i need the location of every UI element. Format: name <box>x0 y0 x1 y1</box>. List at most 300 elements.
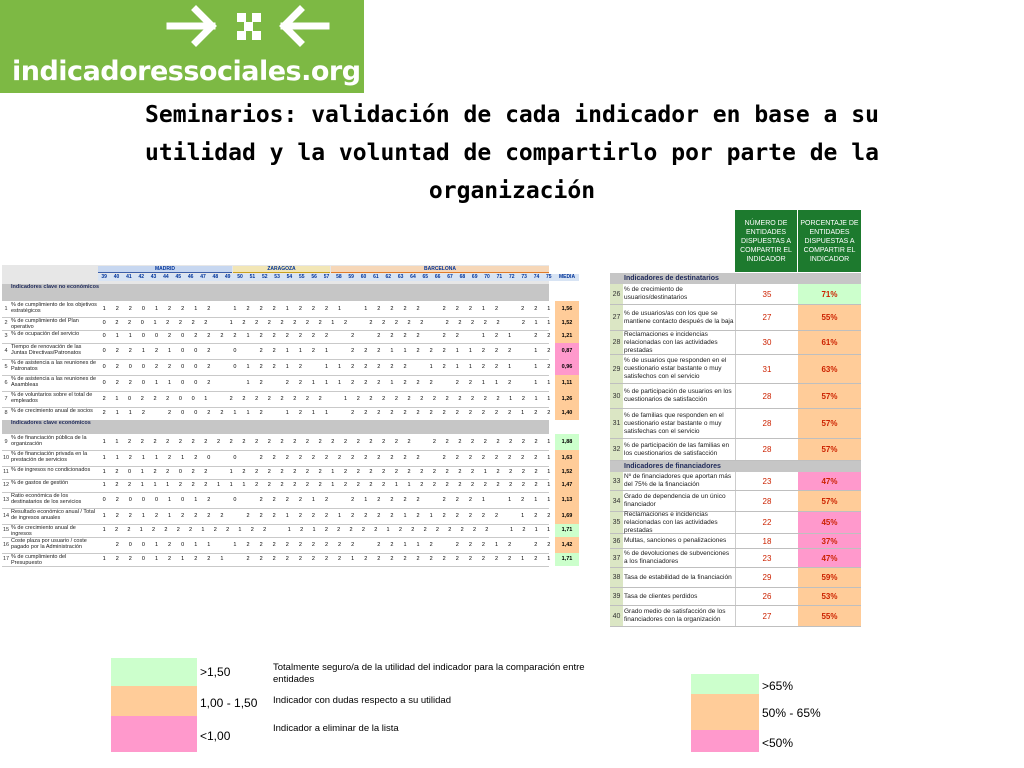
cell-value: 2 <box>194 513 198 519</box>
legend-left-desc-mid: Indicador con dudas respecto a su utilidad <box>273 695 451 706</box>
cell-value: 2 <box>356 396 360 402</box>
logo <box>0 0 364 93</box>
cell-value: 2 <box>416 333 420 339</box>
legend-left-swatch-high <box>111 658 197 686</box>
cell-value: 1 <box>102 482 106 488</box>
cell-value: 2 <box>168 306 172 312</box>
cell-value <box>216 343 228 359</box>
cell-value: 2 <box>272 348 276 354</box>
cell-value: 2 <box>455 455 459 461</box>
cell-value: 2 <box>324 513 329 519</box>
cell-value: 2 <box>154 513 159 519</box>
cell-value: 2 <box>263 527 267 533</box>
cell-value: 1 <box>229 320 233 326</box>
cell-value: 1 <box>312 527 316 533</box>
row-values <box>98 407 555 420</box>
row-average: 0,87 <box>555 343 579 359</box>
cell-value: 2 <box>521 469 525 475</box>
cell-value: 2 <box>455 556 459 562</box>
cell-value: 2 <box>374 527 378 533</box>
table-row <box>2 508 573 525</box>
column-header: 59 <box>345 274 357 281</box>
cell-value: 2 <box>255 396 259 402</box>
cell-value: 2 <box>522 527 526 533</box>
cell-value: 1 <box>534 380 538 386</box>
cell-value <box>307 359 319 375</box>
table-row <box>610 284 861 305</box>
cell-value: 0 <box>191 396 195 402</box>
cell-value <box>505 317 517 330</box>
cell-value: 0 <box>141 364 145 370</box>
cell-value: 2 <box>521 497 525 503</box>
cell-value: 1 <box>220 556 224 562</box>
cell-value: 2 <box>534 455 538 461</box>
cell-value: 0 <box>102 320 106 326</box>
cell-value: 2 <box>272 333 276 339</box>
cell-value: 2 <box>445 482 449 488</box>
cell-value: 2 <box>168 542 172 548</box>
cell-value: 1 <box>508 497 512 503</box>
cell-value: 1 <box>547 497 551 503</box>
cell-value: 0 <box>181 380 185 386</box>
cell-value: 2 <box>508 410 512 416</box>
row-count: 28 <box>735 491 798 511</box>
cell-value: 2 <box>547 364 551 370</box>
cell-value: 1 <box>338 364 342 370</box>
cell-value: 2 <box>178 439 182 445</box>
cell-value: 1 <box>547 306 551 312</box>
cell-value: 2 <box>429 348 433 354</box>
row-percent: 71% <box>798 284 861 304</box>
cell-value: 2 <box>394 469 398 475</box>
row-count: 28 <box>735 384 798 408</box>
cell-value: 2 <box>496 396 500 402</box>
cell-value: 2 <box>324 455 329 461</box>
cell-value: 2 <box>364 455 368 461</box>
cell-value: 1 <box>102 513 106 519</box>
cell-value: 2 <box>361 527 365 533</box>
cell-value: 1 <box>481 380 485 386</box>
cell-value: 2 <box>382 396 386 402</box>
cell-value: 2 <box>298 410 302 416</box>
row-count: 28 <box>735 439 798 460</box>
cell-value: 2 <box>377 380 381 386</box>
row-values <box>98 508 555 524</box>
cell-value: 2 <box>305 469 309 475</box>
cell-value: 1 <box>102 306 106 312</box>
row-average: 1,71 <box>555 524 579 537</box>
cell-value <box>242 343 254 359</box>
cell-value: 2 <box>481 410 485 416</box>
cell-value: 2 <box>455 380 459 386</box>
cell-value: 2 <box>153 439 157 445</box>
cell-value: 2 <box>377 497 381 503</box>
legend-left-swatch-mid <box>111 686 197 716</box>
row-indicator-name: Tasa de estabilidad de la financiación <box>624 573 732 581</box>
cell-value: 2 <box>311 306 315 312</box>
cell-value: 2 <box>168 364 172 370</box>
cell-value: 2 <box>293 469 297 475</box>
cell-value: 2 <box>351 513 355 519</box>
row-average: 1,52 <box>555 317 579 330</box>
cell-value: 1 <box>547 455 551 461</box>
cell-value: 2 <box>305 482 309 488</box>
cell-value: 2 <box>324 542 329 548</box>
cell-value <box>360 537 372 553</box>
row-count: 35 <box>735 284 798 304</box>
column-header: 75 <box>543 274 555 281</box>
cell-value: 2 <box>189 527 193 533</box>
cell-value: 2 <box>305 439 309 445</box>
cell-value: 1 <box>468 364 472 370</box>
left-section-header: Indicadores clave económicos <box>2 420 549 434</box>
cell-value: 2 <box>468 497 472 503</box>
cell-value: 2 <box>280 396 284 402</box>
row-average: 1,13 <box>555 492 579 508</box>
cell-value: 1 <box>233 542 237 548</box>
cell-value <box>150 407 162 420</box>
cell-value: 2 <box>226 527 230 533</box>
cell-value: 2 <box>468 380 472 386</box>
cell-value: 2 <box>390 513 394 519</box>
cell-value: 1 <box>153 482 157 488</box>
cell-value: 1 <box>287 527 291 533</box>
cell-value: 2 <box>191 439 195 445</box>
cell-value: 1 <box>521 410 525 416</box>
cell-value: 2 <box>483 439 487 445</box>
cell-value: 2 <box>403 306 407 312</box>
row-percent: 57% <box>798 384 861 408</box>
row-number: 10 <box>2 455 10 461</box>
cell-value: 2 <box>356 482 360 488</box>
table-row <box>610 512 861 534</box>
cell-value: 0 <box>141 497 145 503</box>
cell-value: 2 <box>420 482 424 488</box>
cell-value: 2 <box>280 469 284 475</box>
row-average: 0,96 <box>555 359 579 375</box>
cell-value: 2 <box>298 513 302 519</box>
column-header: 70 <box>481 274 493 281</box>
cell-value: 2 <box>521 482 525 488</box>
row-indicator-name: % de usuarios/as con los que se mantiene contacto después de la baja <box>624 309 734 325</box>
cell-value: 2 <box>166 320 170 326</box>
cell-value <box>517 375 529 391</box>
cell-value: 2 <box>349 527 353 533</box>
row-count: 26 <box>735 588 798 605</box>
row-average: 1,71 <box>555 553 579 566</box>
cell-value: 2 <box>344 469 348 475</box>
table-row <box>610 568 861 588</box>
cell-value: 1 <box>390 380 394 386</box>
cell-value: 2 <box>390 410 394 416</box>
cell-value: 2 <box>140 396 144 402</box>
cell-value <box>517 359 529 375</box>
legend-left-label-low: <1,00 <box>200 729 231 743</box>
cell-value: 2 <box>181 513 185 519</box>
table-row <box>2 434 573 451</box>
cell-value: 2 <box>445 396 449 402</box>
cell-value: 2 <box>481 455 485 461</box>
cell-value: 2 <box>338 556 342 562</box>
row-percent: 53% <box>798 588 861 605</box>
cell-value <box>216 301 228 317</box>
cell-value: 2 <box>455 306 459 312</box>
row-indicator-name: Nº de financiadores que aportan más del 75% de la financiación <box>624 473 732 488</box>
cell-value: 2 <box>521 396 525 402</box>
cell-value: 2 <box>420 469 424 475</box>
cell-value: 2 <box>280 482 284 488</box>
cell-value: 2 <box>534 306 538 312</box>
legend-left-swatch-low <box>111 716 197 752</box>
cell-value: 2 <box>255 439 259 445</box>
cell-value: 2 <box>369 469 373 475</box>
row-values <box>98 492 555 508</box>
cell-value: 2 <box>204 482 208 488</box>
legend-left-desc-high: Totalmente seguro/a de la utilidad del indicador para la comparación entre entidades <box>273 662 585 685</box>
cell-value: 2 <box>377 306 381 312</box>
cell-value: 2 <box>191 482 195 488</box>
cell-value: 2 <box>468 306 472 312</box>
cell-value: 1 <box>207 542 211 548</box>
cell-value: 2 <box>207 497 211 503</box>
cell-value: 0 <box>194 410 198 416</box>
legend-left-label-high: >1,50 <box>200 665 231 679</box>
table-row <box>2 343 573 360</box>
cell-value <box>517 343 529 359</box>
cell-value: 2 <box>483 396 487 402</box>
column-header: 46 <box>184 274 196 281</box>
cell-value: 2 <box>298 542 302 548</box>
city-header-madrid: MADRID <box>98 266 232 273</box>
cell-value: 1 <box>181 455 185 461</box>
cell-value: 1 <box>534 497 538 503</box>
cell-value: 2 <box>233 333 237 339</box>
cell-value: 2 <box>259 380 263 386</box>
cell-value: 2 <box>344 320 348 326</box>
cell-value: 2 <box>246 513 250 519</box>
cell-value: 2 <box>272 497 276 503</box>
row-indicator-name: % de crecimiento de usuarios/destinatarios <box>624 286 688 301</box>
cell-value: 2 <box>442 306 446 312</box>
row-values <box>98 391 555 407</box>
cell-value: 2 <box>204 320 208 326</box>
cell-value: 2 <box>311 348 315 354</box>
cell-value: 2 <box>311 455 315 461</box>
cell-value: 2 <box>298 497 302 503</box>
cell-value: 1 <box>201 527 205 533</box>
cell-value: 2 <box>255 482 259 488</box>
cell-value: 2 <box>168 333 172 339</box>
cell-value: 2 <box>458 469 462 475</box>
cell-value <box>271 524 283 537</box>
cell-value: 2 <box>483 320 487 326</box>
cell-value <box>216 450 228 466</box>
cell-value: 2 <box>178 482 182 488</box>
cell-value: 2 <box>338 455 342 461</box>
row-indicator-name: % de ocupación del servicio <box>11 331 80 337</box>
cell-value: 1 <box>494 380 499 386</box>
cell-value: 2 <box>356 439 360 445</box>
row-number: 39 <box>610 588 623 605</box>
cell-value: 2 <box>382 320 386 326</box>
cell-value: 2 <box>298 380 302 386</box>
cell-value: 2 <box>128 306 132 312</box>
cell-value: 2 <box>403 380 407 386</box>
cell-value: 2 <box>390 542 394 548</box>
column-header: 44 <box>160 274 172 281</box>
row-indicator-name: % de devoluciones de subvenciones a los financiadores <box>624 550 730 565</box>
cell-value: 1 <box>246 410 250 416</box>
cell-value: 1 <box>233 306 237 312</box>
cell-value: 1 <box>534 320 538 326</box>
row-number: 16 <box>2 542 10 548</box>
cell-value: 2 <box>324 306 329 312</box>
cell-value: 1 <box>331 320 335 326</box>
cell-value: 2 <box>259 348 263 354</box>
row-percent: 47% <box>798 549 861 567</box>
cell-value: 2 <box>471 396 475 402</box>
cell-value <box>216 375 228 391</box>
cell-value: 2 <box>229 396 233 402</box>
cell-value: 2 <box>416 497 420 503</box>
table-row <box>610 588 861 606</box>
cell-value <box>490 492 502 508</box>
cell-value: 2 <box>471 320 475 326</box>
cell-value: 2 <box>115 348 119 354</box>
row-values <box>98 553 555 566</box>
cell-value: 2 <box>403 333 407 339</box>
cell-value: 1 <box>128 333 132 339</box>
cell-value: 2 <box>259 513 263 519</box>
cell-value: 2 <box>494 455 499 461</box>
row-count: 27 <box>735 606 798 626</box>
cell-value: 1 <box>285 364 289 370</box>
row-average: 1,63 <box>555 450 579 466</box>
cell-value: 2 <box>416 513 420 519</box>
column-header: 72 <box>506 274 518 281</box>
cell-value: 1 <box>285 348 289 354</box>
cell-value: 2 <box>285 497 289 503</box>
cell-value: 1 <box>204 396 208 402</box>
cell-value: 2 <box>102 410 106 416</box>
cell-value: 0 <box>140 320 144 326</box>
cell-value: 2 <box>369 482 373 488</box>
row-number: 9 <box>4 439 8 445</box>
cell-value: 2 <box>455 410 459 416</box>
cell-value: 2 <box>154 348 159 354</box>
cell-value: 2 <box>445 439 449 445</box>
cell-value: 2 <box>267 396 271 402</box>
row-indicator-name: % de cumplimiento del Presupuesto <box>11 554 67 566</box>
cell-value: 1 <box>168 380 172 386</box>
cell-value: 0 <box>233 348 237 354</box>
table-row <box>2 359 573 376</box>
cell-value: 1 <box>468 348 472 354</box>
cell-value: 2 <box>432 396 436 402</box>
cell-value: 2 <box>521 455 525 461</box>
cell-value <box>425 301 437 317</box>
cell-value: 2 <box>364 348 368 354</box>
cell-value: 1 <box>494 542 499 548</box>
cell-value: 2 <box>293 396 297 402</box>
cell-value: 0 <box>233 497 237 503</box>
cell-value: 1 <box>338 380 342 386</box>
column-header: 52 <box>259 274 271 281</box>
column-header: 48 <box>209 274 221 281</box>
cell-value <box>503 301 515 317</box>
cell-value: 0 <box>128 469 132 475</box>
table-row <box>610 439 861 461</box>
cell-value: 0 <box>128 396 132 402</box>
cell-value: 1 <box>285 513 289 519</box>
cell-value: 2 <box>460 527 464 533</box>
cell-value: 2 <box>403 455 407 461</box>
cell-value: 2 <box>207 348 211 354</box>
row-average: 1,69 <box>555 508 579 524</box>
cell-value: 2 <box>508 455 512 461</box>
cell-value: 2 <box>481 542 485 548</box>
cell-value: 2 <box>534 513 538 519</box>
cell-value: 2 <box>508 380 512 386</box>
cell-value: 2 <box>259 410 263 416</box>
cell-value: 0 <box>178 469 182 475</box>
row-values <box>98 330 555 343</box>
cell-value: 2 <box>377 513 381 519</box>
cell-value: 2 <box>102 396 106 402</box>
cell-value: 2 <box>311 556 315 562</box>
cell-value: 1 <box>407 482 411 488</box>
cell-value: 1 <box>331 482 335 488</box>
row-indicator-name: Multas, sanciones o penalizaciones <box>624 537 727 544</box>
row-percent: 57% <box>798 409 861 438</box>
row-number: 28 <box>610 331 623 354</box>
cell-value <box>416 434 428 450</box>
cell-value: 2 <box>140 439 144 445</box>
row-values <box>98 537 555 553</box>
table-row <box>2 524 573 538</box>
cell-value <box>333 330 345 343</box>
row-number: 7 <box>4 396 8 402</box>
cell-value: 2 <box>416 348 420 354</box>
cell-value <box>216 492 228 508</box>
legend-left-desc-low: Indicador a eliminar de la lista <box>273 723 399 734</box>
cell-value: 1 <box>141 455 145 461</box>
row-number: 29 <box>610 355 623 383</box>
row-number: 17 <box>2 556 10 562</box>
cell-value: 1 <box>547 396 551 402</box>
row-indicator-name: Ratio económica de los destinatarios de los servicios <box>11 493 82 505</box>
column-header: 58 <box>333 274 345 281</box>
row-indicator-name: Tiempo de renovación de las Juntas Directivas/Patronatos <box>11 344 82 356</box>
table-row <box>610 606 861 627</box>
cell-value: 2 <box>356 469 360 475</box>
table-row <box>610 331 861 355</box>
cell-value: 2 <box>547 513 551 519</box>
cell-value: 0 <box>181 542 185 548</box>
table-row <box>610 409 861 439</box>
column-header: 50 <box>234 274 246 281</box>
table-row <box>2 407 573 421</box>
cell-value: 2 <box>429 556 433 562</box>
cell-value: 2 <box>250 527 254 533</box>
cell-value <box>333 407 345 420</box>
cell-value: 2 <box>442 333 446 339</box>
cell-value: 0 <box>194 364 198 370</box>
cell-value: 0 <box>102 497 106 503</box>
cell-value: 1 <box>298 348 302 354</box>
cell-value: 2 <box>377 333 381 339</box>
right-section-header: Indicadores de financiadores <box>610 461 861 472</box>
